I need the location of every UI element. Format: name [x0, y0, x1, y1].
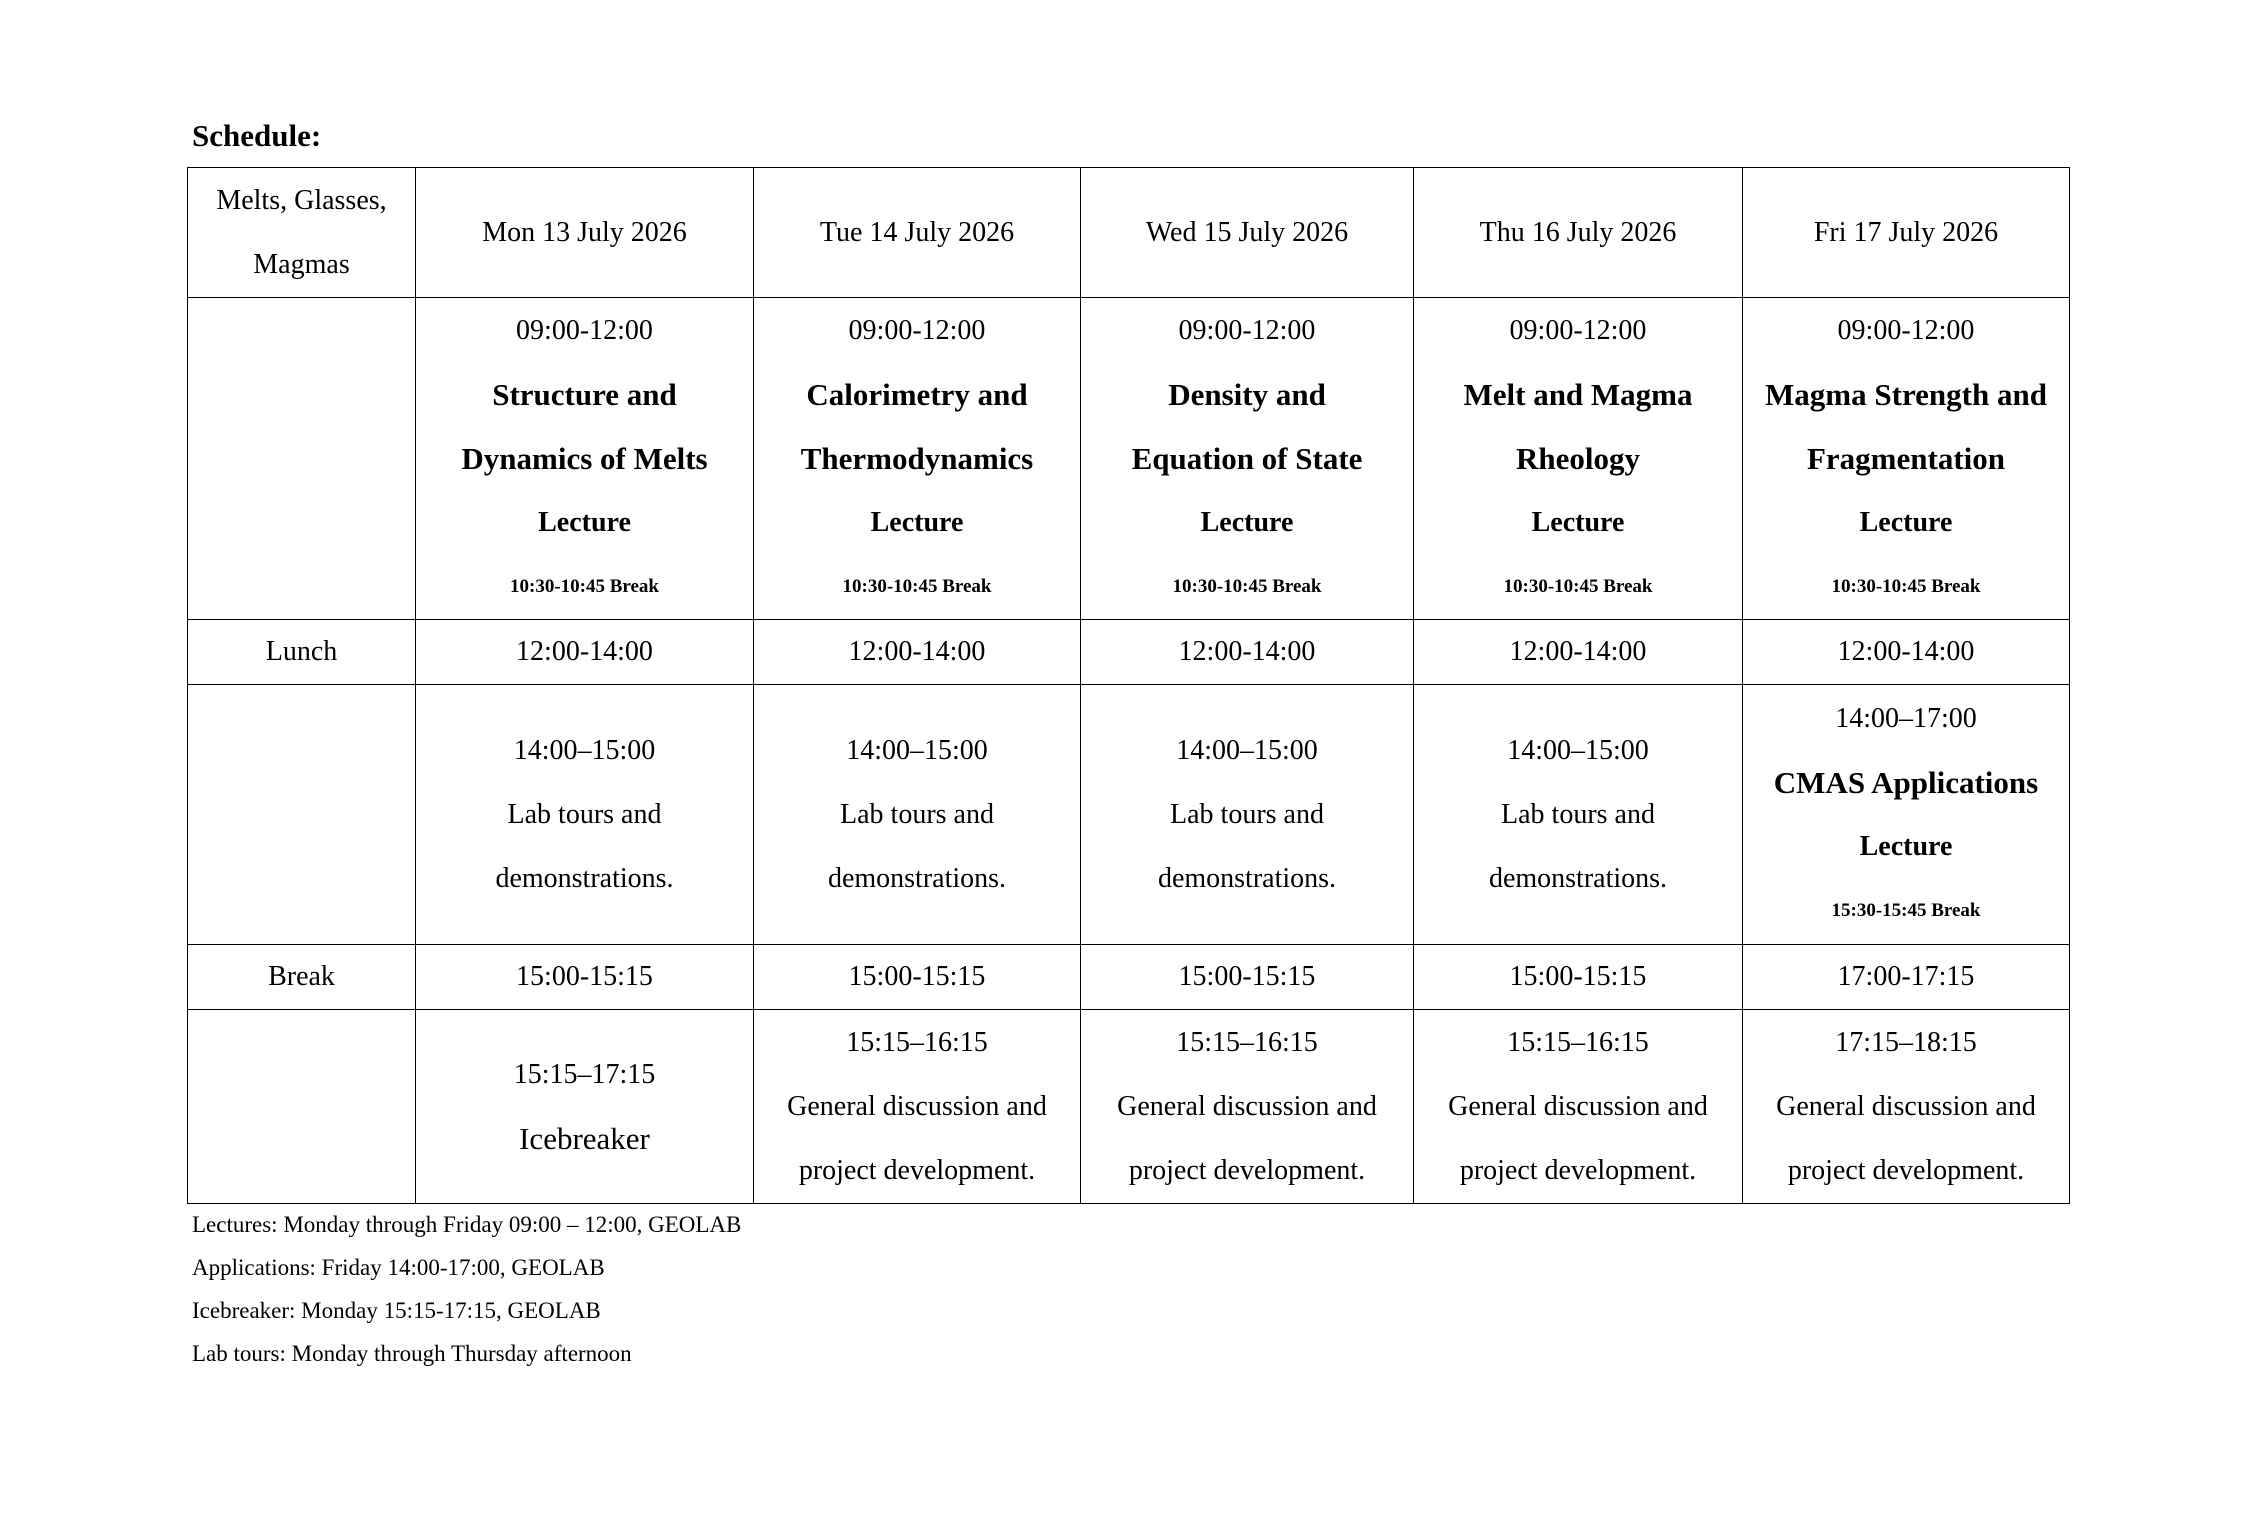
session-kind: Lecture: [1200, 506, 1294, 538]
day-header-fri: [1743, 168, 2070, 298]
session-time: 14:00–17:00: [1835, 702, 1977, 734]
session-time: 15:15–16:15: [1507, 1026, 1649, 1058]
afternoon-cell-thu: [1414, 685, 1743, 945]
session-title: Dynamics of Melts: [461, 440, 708, 476]
session-text: project development.: [1128, 1154, 1366, 1186]
morning-cell-thu: [1414, 298, 1743, 620]
session-title: Structure and: [492, 376, 677, 412]
session-time: 15:15–16:15: [846, 1026, 988, 1058]
session-time: 14:00–15:00: [846, 734, 988, 766]
session-time: 14:00–15:00: [513, 734, 656, 766]
session-kind: Lecture: [1531, 506, 1625, 538]
session-time: 09:00-12:00: [516, 314, 653, 346]
afternoon-cell-wed: [1081, 685, 1414, 945]
session-text: Lab tours and: [507, 798, 662, 830]
schedule-heading: Schedule:: [192, 118, 322, 153]
evening-cell-wed: [1081, 1010, 1414, 1204]
session-text: demonstrations.: [495, 862, 674, 894]
morning-cell-mon: [416, 298, 754, 620]
session-time: 14:00–15:00: [1507, 734, 1649, 766]
note-lab-tours: Lab tours: Monday through Thursday afternoon: [192, 1341, 632, 1366]
session-time: 09:00-12:00: [1178, 314, 1316, 346]
corner-label: Melts, Glasses, Magmas: [216, 184, 387, 280]
morning-row: [188, 298, 2070, 620]
session-title: Melt and Magma: [1463, 376, 1693, 412]
day-header-thu: [1414, 168, 1743, 298]
session-text: demonstrations.: [827, 862, 1007, 894]
day-header-wed: [1081, 168, 1414, 298]
session-kind: Lecture: [1859, 830, 1953, 862]
lunch-time-fri: 12:00-14:00: [1743, 620, 2070, 685]
session-title: Fragmentation: [1806, 440, 2006, 476]
header-row: [188, 168, 2070, 298]
session-time: 15:15–16:15: [1176, 1026, 1318, 1058]
day-label: Mon 13 July 2026: [482, 216, 687, 248]
session-title: Calorimetry and: [806, 376, 1028, 412]
session-text: Lab tours and: [1170, 798, 1324, 830]
day-header-tue: [754, 168, 1081, 298]
break-time-tue: 15:00-15:15: [754, 945, 1081, 1010]
lunch-row: [188, 620, 2070, 685]
afternoon-cell-fri: [1743, 685, 2070, 945]
afternoon-row: [188, 685, 2070, 945]
session-text: General discussion and: [1776, 1090, 2036, 1122]
day-label: Fri 17 July 2026: [1813, 216, 1999, 248]
session-time: 15:15–17:15: [513, 1058, 656, 1090]
session-text: project development.: [798, 1154, 1036, 1186]
morning-row-label: [188, 298, 416, 620]
session-break: 10:30-10:45 Break: [510, 575, 659, 597]
session-text: demonstrations.: [1488, 862, 1668, 894]
lunch-time-wed: 12:00-14:00: [1081, 620, 1414, 685]
break-time-fri: 17:00-17:15: [1743, 945, 2070, 1010]
session-text: Lab tours and: [1501, 798, 1655, 830]
break-time-mon: 15:00-15:15: [416, 945, 754, 1010]
session-break: 10:30-10:45 Break: [1172, 575, 1322, 597]
session-time: 17:15–18:15: [1835, 1026, 1977, 1058]
session-text: project development.: [1459, 1154, 1697, 1186]
session-time: 14:00–15:00: [1176, 734, 1318, 766]
session-time: 09:00-12:00: [1509, 314, 1647, 346]
evening-cell-thu: [1414, 1010, 1743, 1204]
evening-row: [188, 1010, 2070, 1204]
session-title: Equation of State: [1131, 440, 1363, 476]
break-row: [188, 945, 2070, 1010]
session-text: General discussion and: [1117, 1090, 1377, 1122]
session-text: General discussion and: [1448, 1090, 1708, 1122]
session-title: CMAS Applications: [1773, 764, 2039, 800]
break-time-thu: 15:00-15:15: [1414, 945, 1743, 1010]
day-label: Tue 14 July 2026: [819, 216, 1015, 248]
session-break: 10:30-10:45 Break: [1503, 575, 1653, 597]
afternoon-row-label: [188, 685, 416, 945]
session-title: Magma Strength and: [1765, 376, 2047, 412]
session-title: Icebreaker: [519, 1120, 650, 1156]
evening-cell-fri: [1743, 1010, 2070, 1204]
session-text: demonstrations.: [1157, 862, 1337, 894]
session-title: Rheology: [1516, 440, 1640, 476]
lunch-time-tue: 12:00-14:00: [754, 620, 1081, 685]
session-break: 10:30-10:45 Break: [1831, 575, 1981, 597]
session-text: project development.: [1787, 1154, 2025, 1186]
evening-cell-mon: [416, 1010, 754, 1204]
lunch-time-mon: 12:00-14:00: [416, 620, 754, 685]
morning-cell-wed: [1081, 298, 1414, 620]
schedule-table: [187, 167, 2070, 1204]
evening-row-label: [188, 1010, 416, 1204]
note-icebreaker: Icebreaker: Monday 15:15-17:15, GEOLAB: [192, 1298, 601, 1323]
corner-cell: [188, 168, 416, 298]
lunch-label: Lunch: [188, 620, 416, 685]
schedule-notes: [192, 1203, 741, 1375]
evening-cell-tue: [754, 1010, 1081, 1204]
break-label: Break: [188, 945, 416, 1010]
day-label: Wed 15 July 2026: [1145, 216, 1349, 248]
session-break: 10:30-10:45 Break: [842, 575, 992, 597]
session-break: 15:30-15:45 Break: [1831, 899, 1981, 921]
note-applications: Applications: Friday 14:00-17:00, GEOLAB: [192, 1255, 605, 1280]
session-kind: Lecture: [870, 506, 964, 538]
morning-cell-fri: [1743, 298, 2070, 620]
break-time-wed: 15:00-15:15: [1081, 945, 1414, 1010]
note-lectures: Lectures: Monday through Friday 09:00 – 12:00, GEOLAB: [192, 1212, 742, 1237]
session-title: Density and: [1168, 376, 1326, 412]
session-kind: Lecture: [538, 506, 631, 538]
afternoon-cell-mon: [416, 685, 754, 945]
session-text: General discussion and: [787, 1090, 1047, 1122]
day-label: Thu 16 July 2026: [1479, 216, 1677, 248]
morning-cell-tue: [754, 298, 1081, 620]
session-kind: Lecture: [1859, 506, 1953, 538]
afternoon-cell-tue: [754, 685, 1081, 945]
session-title: Thermodynamics: [800, 440, 1034, 476]
lunch-time-thu: 12:00-14:00: [1414, 620, 1743, 685]
session-text: Lab tours and: [840, 798, 994, 830]
session-time: 09:00-12:00: [1837, 314, 1975, 346]
day-header-mon: [416, 168, 754, 298]
session-time: 09:00-12:00: [848, 314, 986, 346]
